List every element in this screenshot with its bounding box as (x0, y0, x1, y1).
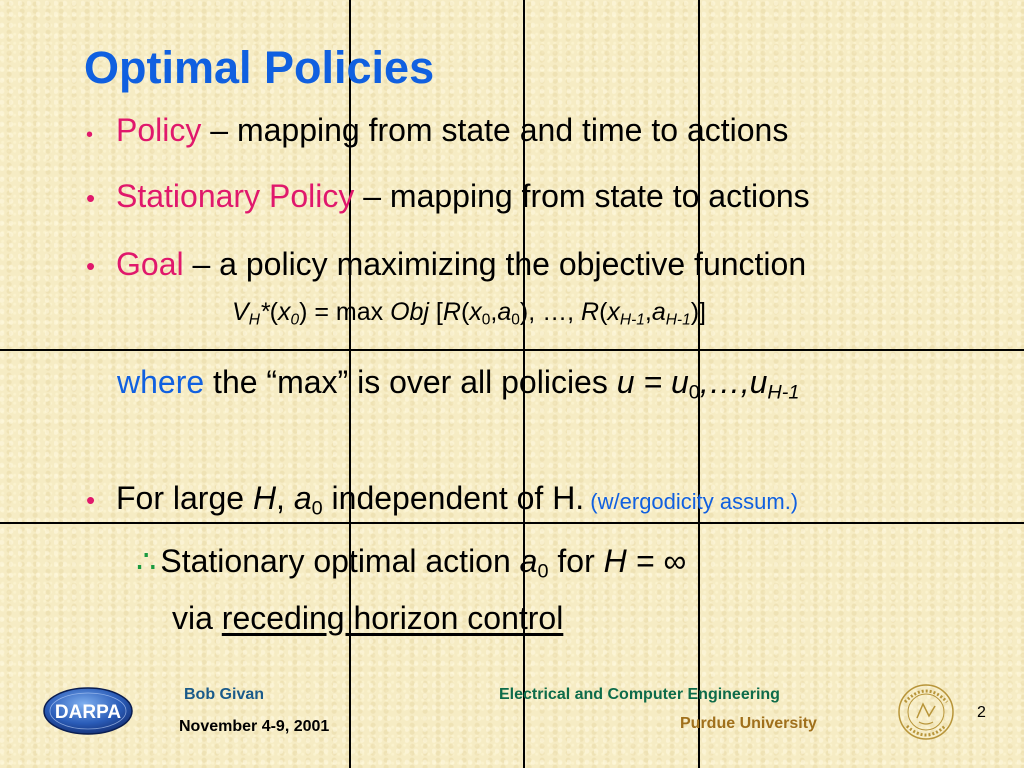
bullet-for-large-h: • For large H, $a_0$ independent of H. (w/ergodicity assum.) (86, 480, 799, 520)
bullet-goal: • Goal – a policy maximizing the objective function (86, 246, 807, 282)
therefore-symbol: ∴ (136, 543, 157, 579)
receding-horizon-link[interactable]: receding horizon control (221, 600, 564, 636)
purdue-seal-icon (893, 682, 959, 742)
darpa-logo (42, 686, 134, 736)
via-line: via receding horizon control (172, 600, 564, 636)
bullet-dot-icon: • (86, 485, 96, 515)
horizontal-line (0, 522, 1024, 524)
page-number: 2 (977, 704, 986, 721)
bullet-stationary-policy: • Stationary Policy – mapping from state to actions (86, 178, 810, 214)
slide-title: Optimal Policies (84, 42, 435, 93)
ergodicity-note: (w/ergodicity assum.) (584, 489, 799, 514)
bullet-dot-icon: • (86, 183, 96, 213)
presentation-date: November 4-9, 2001 (179, 718, 330, 735)
where-line: where the “max” is over all policies $u = u_0,\dots,u_{H-1}$ (117, 364, 800, 404)
svg-text:DARPA: DARPA (54, 702, 122, 723)
therefore-line: ∴ Stationary optimal action $a_0$ for H = ∞ (136, 543, 686, 583)
bullet-dot-icon: • (86, 251, 96, 281)
university-name: Purdue University (680, 715, 817, 732)
darpa-logo-icon (42, 686, 134, 736)
bullet-policy: • Policy – mapping from state and time to actions (86, 112, 789, 148)
horizontal-line (0, 349, 1024, 351)
department-name: Electrical and Computer Engineering (499, 686, 780, 703)
author-name: Bob Givan (184, 686, 265, 703)
purdue-seal (893, 682, 959, 742)
objective-formula: $V_H*(x_0) = \max$ Obj [$R(x_0,a_0)$, …, $R(x_{H-1},a_{H-1})$] (232, 298, 706, 329)
bullet-dot-icon: • (86, 124, 94, 146)
